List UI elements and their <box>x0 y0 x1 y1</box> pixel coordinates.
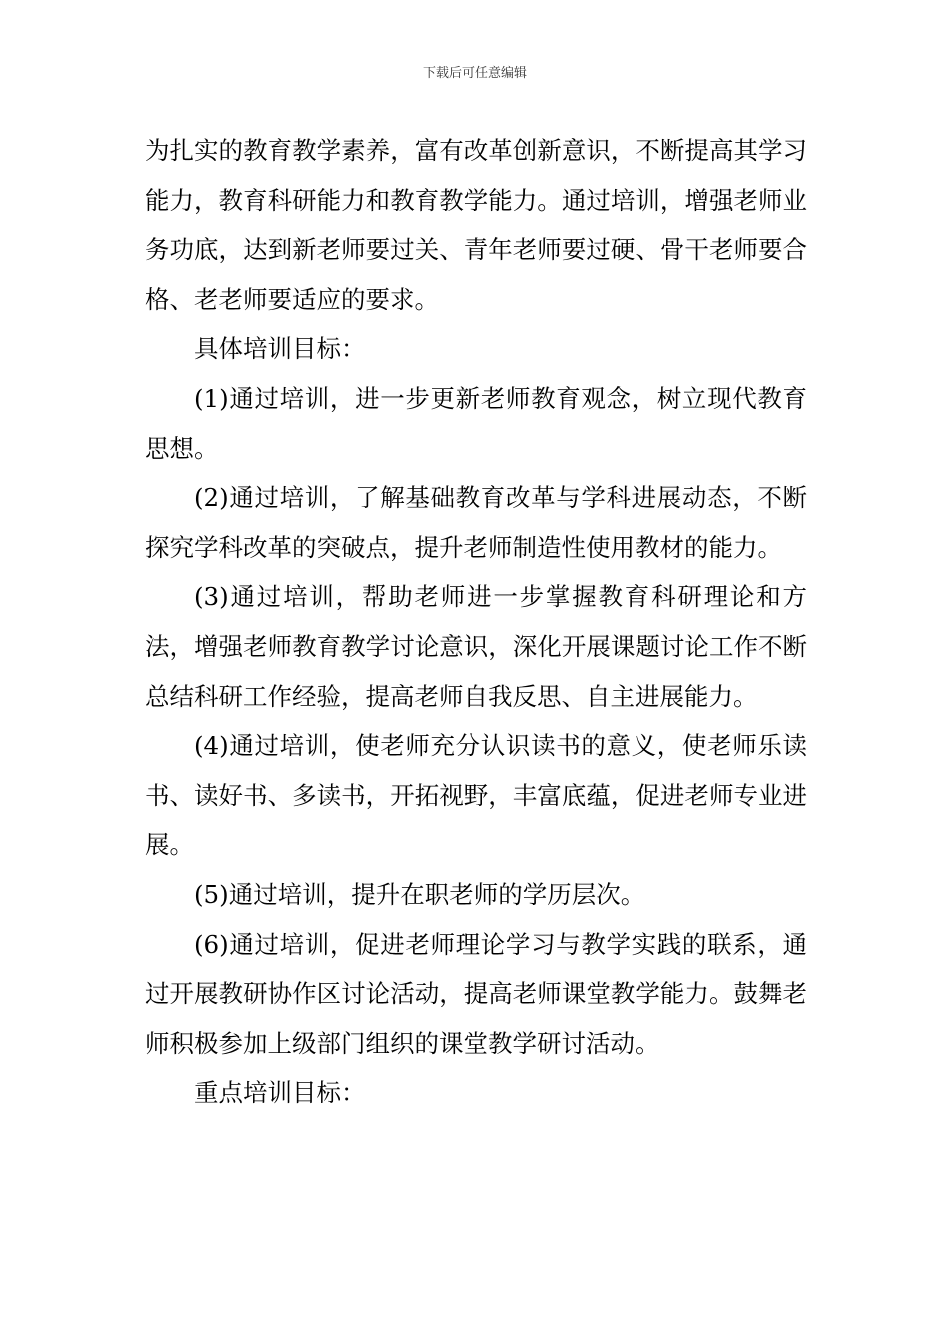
paragraph-goal-5: (5)通过培训，提升在职老师的学历层次。 <box>194 879 646 909</box>
paragraph-goal-4: (4)通过培训，使老师充分认识读书的意义，使老师乐读书、读好书、多读书，开拓视野，丰富底蕴，促进老师专业进展。 <box>145 731 807 860</box>
paragraph-specific-goals-heading: 具体培训目标： <box>194 334 366 364</box>
page-header-note: 下载后可任意编辑 <box>422 66 527 81</box>
paragraph-goal-1: (1)通过培训，进一步更新老师教育观念，树立现代教育思想。 <box>145 383 807 463</box>
paragraph-goal-3: (3)通过培训，帮助老师进一步掌握教育科研理论和方法，增强老师教育教学讨论意识，深化开展课题讨论工作不断总结科研工作经验，提高老师自我反思、自主进展能力。 <box>145 582 807 711</box>
document-body <box>145 126 807 1118</box>
paragraph-key-goals-heading: 重点培训目标： <box>194 1078 366 1108</box>
paragraph-continuation: 为扎实的教育教学素养，富有改革创新意识，不断提高其学习能力，教育科研能力和教育教学能力。通过培训，增强老师业务功底，达到新老师要过关、青年老师要过硬、骨干老师要合格、老老师要适应的要求。 <box>145 136 807 314</box>
paragraph-goal-2: (2)通过培训，了解基础教育改革与学科进展动态，不断探究学科改革的突破点，提升老师制造性使用教材的能力。 <box>145 483 807 562</box>
paragraph-goal-6: (6)通过培训，促进老师理论学习与教学实践的联系，通过开展教研协作区讨论活动，提高老师课堂教学能力。鼓舞老师积极参加上级部门组织的课堂教学研讨活动。 <box>145 929 807 1058</box>
